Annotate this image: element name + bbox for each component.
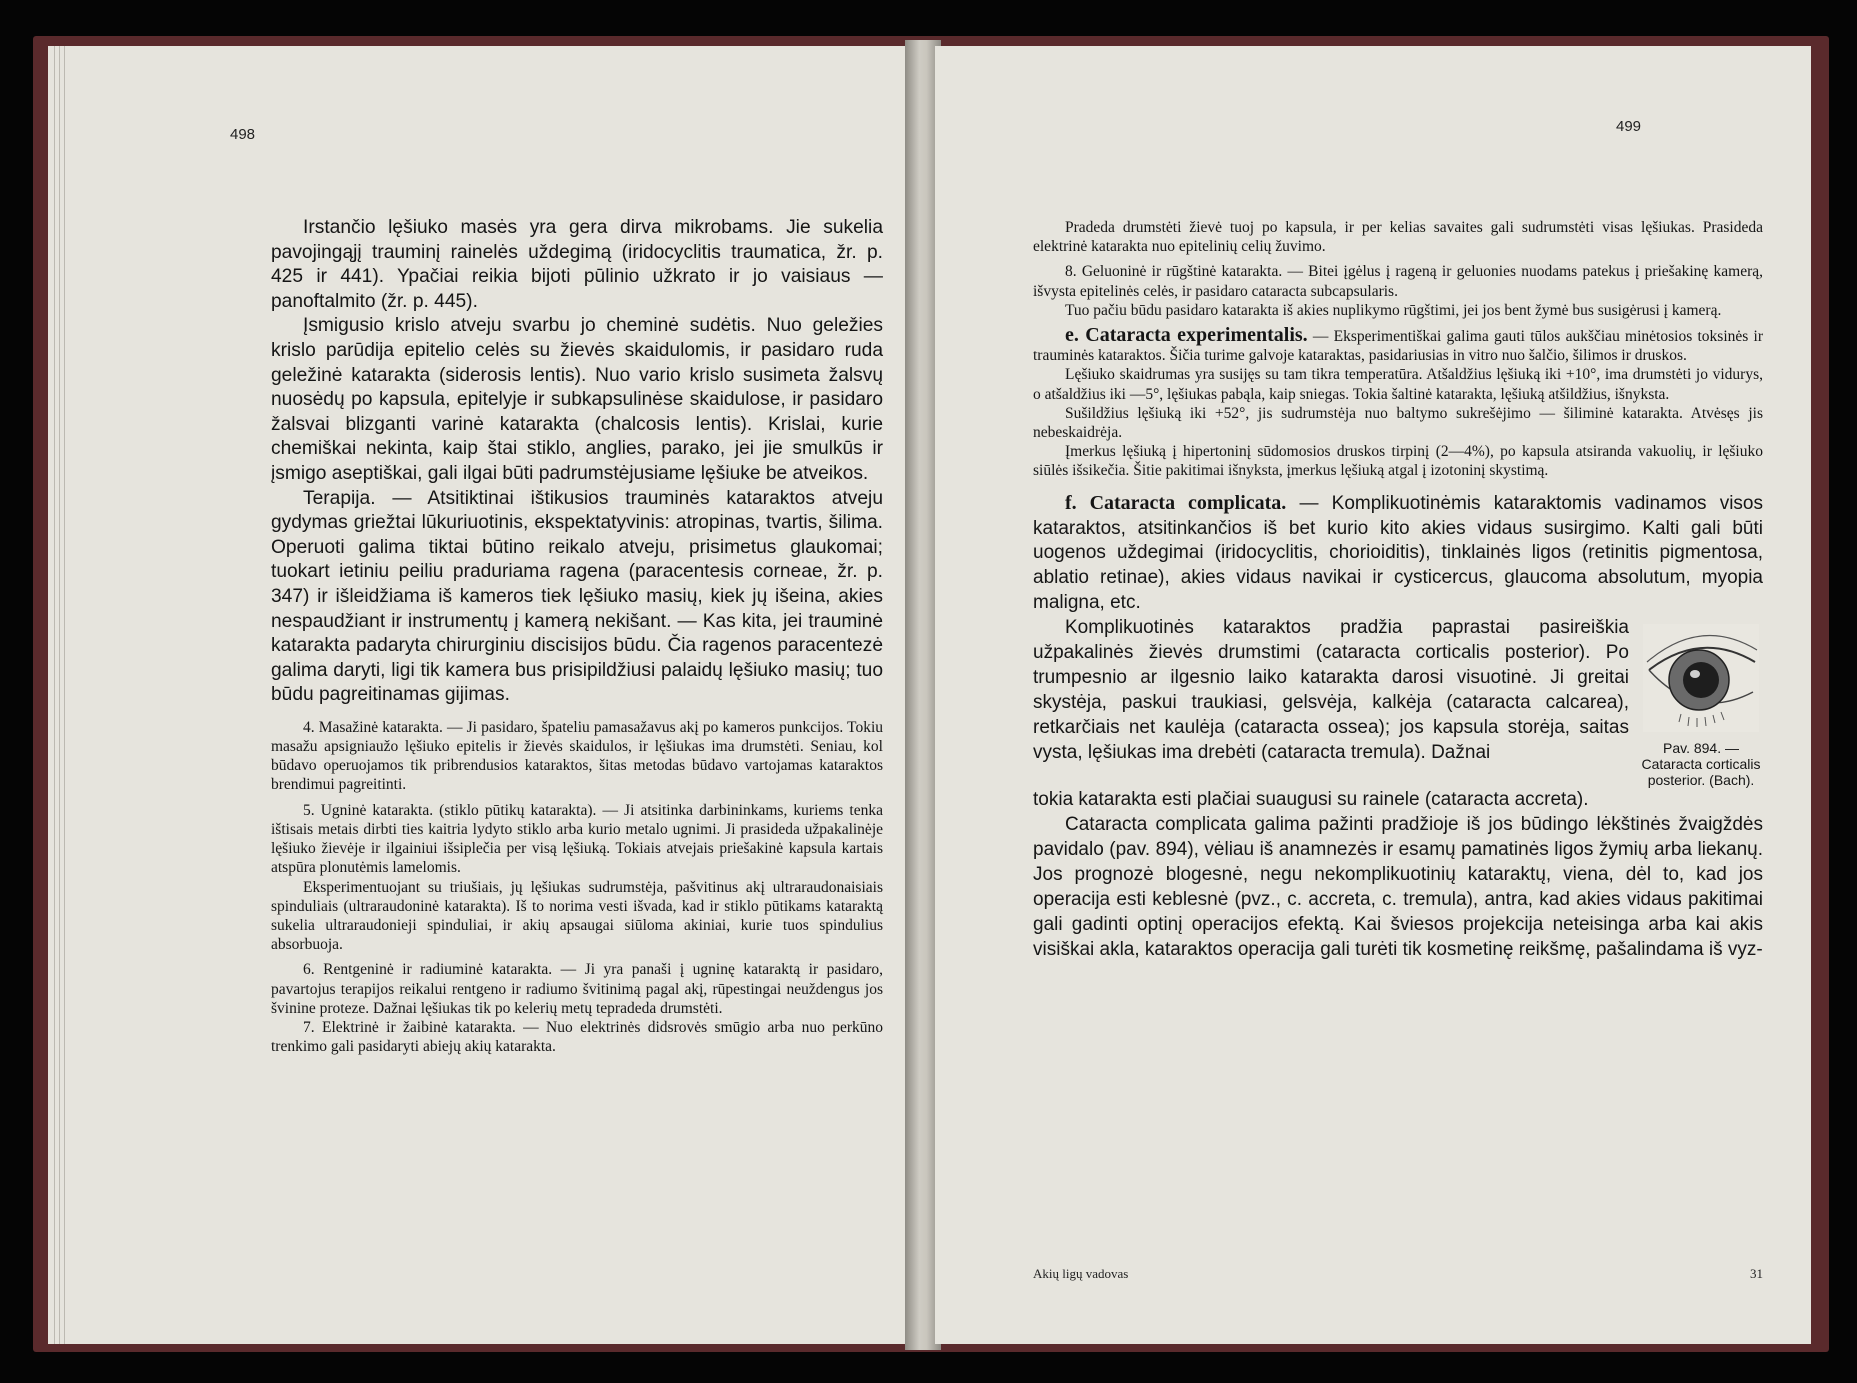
small-paragraph: 8. Geluoninė ir rūgštinė katarakta. — Bitei įgėlus į rageną ir geluonies nuodams patekus į priešakinę kamerą, išvysta epitelinės celės, ir pasidaro cataracta subcapsularis. [1033, 263, 1763, 300]
left-text-column [271, 216, 883, 1056]
small-paragraph: Tuo pačiu būdu pasidaro katarakta iš akies nuplikymo rūgštimi, jei jos bent žymė bus susigėrusi į kamerą. [1065, 301, 1722, 319]
section-f-title: f. Cataracta complicata. [1065, 491, 1287, 514]
section-f-paragraph [1033, 491, 1763, 617]
small-paragraph: Įmerkus lęšiuką į hipertoninį sūdomosios druskos tirpinį (2—4%), po kapsula atsiranda vakuolių, ir lęšiuko siūlės išsikečia. Šitie pakitimai išnyksta, įmerkus lęšiuką atgal į izotoninį skystimą. [1033, 443, 1763, 480]
paragraph: Terapija. — Atsitiktinai ištikusios trauminės kataraktos atveju gydymas griežtai lūkuriuotinis, ekspektatyvinis: atropinas, tvartis, šilima. Operuoti galima tiktai būtino reikalo atveju, prisimetus glaukomai; tuokart ietiniu peiliu praduriama ragena (paracentesis corneae, žr. p. 347) ir išleidžiama iš kameros tiek lęšiuko masių, kiek jų išeina, akies nespaudžiant ir instrumentų į kamerą nekišant. — Kas kita, jei trauminė katarakta padaryta chirurginiu discisijos būdu. Čia ragenos paracentezė galima daryti, ligi tik kamera bus prisipildžiusi palaidų lęšiuko masių; tuo būdu pagreitinamas gijimas. [271, 487, 883, 706]
paragraph: Cataracta complicata galima pažinti pradžioje iš jos būdingo lėkštinės žvaigždės pavidalo (pav. 894), vėliau iš anamnezės ir esamų pamatinės ligos žymių arba liekanų. Jos prognozė blogesnė, negu nekomplikuotinių kataraktų, viena, dėl to, kad jos operacija esti keblesnė (pvz., c. accreta, c. tremula), antra, kad akies vidaus pakitimai gali gadinti optinį operacijos efektą. Kai šviesos projekcija neteisinga arba kai akis visiškai akla, kataraktos operacija gali turėti tik kosmetinę reikšmę, pašalindama iš vyz- [1033, 814, 1763, 960]
footer-title: Akių ligų vadovas [1033, 1266, 1129, 1281]
eye-illustration [1641, 622, 1761, 734]
small-paragraph: 4. Masažinė katarakta. — Ji pasidaro, špateliu pamasažavus akį po kameros punkcijos. Tokiu masažu apsigniaužo lęšiuko epitelis ir žievės skaidulos, ir lęšiukas ima drumstėti. Seniau, kol būdavo operuojamos tik pribrendusios kataraktos, šitas metodas būdavo vartojamas kataraktos brendimui pagreitinti. [271, 718, 883, 794]
section-f-text: — Komplikuotinėmis kataraktomis vadinamos visos kataraktos, atsitinkančios iš bet kurio kito akies vidaus susirgimo. Kalti gali būti uogenos uždegimai (iridocyclitis, chorioiditis), tinklainės ligos (retinitis pigmentosa, ablatio retinae), akies vidaus navikai ir cysticercus, glaucoma absolutum, myopia maligna, etc. [1033, 492, 1763, 614]
section-e-text: — Eksperimentiškai galima gauti tūlos aukščiau minėtosios toksinės ir trauminės kataraktos. Šičia turime galvoje kataraktas, pasidariusias in vitro nuo šalčio, šilimos ir druskos. [1033, 328, 1764, 365]
right-text-column [1033, 218, 1763, 963]
figure-caption: Pav. 894. — Cataracta corticalis posterior. (Bach). [1641, 740, 1761, 789]
small-paragraph: 6. Rentgeninė ir radiuminė katarakta. — Ji yra panaši į ugninę kataraktą ir pasidaro, pavartojus terapijos reikalui rentgeno ir radiumo švitinimą pagal akį, rūpestingai neuždengus jos švinine proteze. Dažnai lęšiukas tik po kelerių metų tepradeda drumstėti. [271, 961, 883, 1017]
figure [1639, 622, 1763, 788]
section-e-title: e. Cataracta experimentalis. [1065, 324, 1308, 347]
figure-block [1033, 616, 1763, 788]
small-paragraph: 7. Elektrinė ir žaibinė katarakta. — Nuo elektrinės didsrovės smūgio arba nuo perkūno trenkimo gali pasidaryti abiejų akių katarakta. [271, 1018, 883, 1056]
paragraph: Komplikuotinės kataraktos pradžia paprastai pasireiškia užpakalinės žievės drumstimi (cataracta corticalis posterior). Po trumpesnio ar ilgesnio laiko katarakta darosi visuotinė. Ji greitai skystėja, paskui traukiasi, gelsvėja, kalkėja (cataracta calcarea), retkarčiais net kaulėja (cataracta ossea); jos kapsula storėja, saitas vysta, lęšiukas ima drebėti (cataracta tremula). Dažnai [1033, 617, 1629, 763]
right-page [935, 46, 1811, 1344]
paragraph: Irstančio lęšiuko masės yra gera dirva mikrobams. Jie sukelia pavojingąjį trauminį rainelės uždegimą (iridocyclitis traumatica, žr. p. 425 ir 441). Ypačiai reikia bijoti pūlinio užkrato ir jo vaisiaus — panoftalmito (žr. p. 445). [271, 217, 883, 312]
page-edge [54, 46, 55, 1344]
page-footer [1033, 1266, 1763, 1282]
page-number: 499 [1616, 118, 1642, 135]
left-page [48, 46, 910, 1344]
small-paragraph: Lęšiuko skaidrumas yra susijęs su tam tikra temperatūra. Atšaldžius lęšiuką iki +10°, ima drumstėti jo vidurys, o atšaldžius iki —5°, lęšiukas pabąla, kaip sniegas. Tokia šaltinė katarakta, lęšiuką atšildžius, išnyksta. [1033, 366, 1763, 403]
small-paragraph: Eksperimentuojant su triušiais, jų lęšiukas sudrumstėja, pašvitinus akį ultraraudonaisiais spinduliais (ultraraudoninė katarakta). Iš to norima vesti išvada, kad ir stiklo pūtikams kataraktą sukelia ultraraudonieji spinduliai, ir akių apsaugai siūloma akiniai, kurie tuos spindulius absorbuoja. [271, 878, 883, 954]
footer-signature: 31 [1750, 1266, 1763, 1281]
small-paragraph: Sušildžius lęšiuką iki +52°, jis sudrumstėja nuo baltymo sukrešėjimo — šiliminė katarakta. Atvėsęs jis nebeskaidrėja. [1033, 404, 1763, 442]
small-paragraph: 5. Ugninė katarakta. (stiklo pūtikų katarakta). — Ji atsitinka darbininkams, kuriems tenka ištisais metais dirbti ties kaitria lydyto stiklo arba kurio metalo ugnimi. Ji prasideda užpakalinėje lęšiuko žievėje ir ilgainiui išsiplečia per visą lęšiuką. Tokiais atvejais priešakinė kapsula kartais atspūra plonutėmis lamelomis. [271, 801, 883, 877]
paragraph: Įsmigusio krislo atveju svarbu jo cheminė sudėtis. Nuo geležies krislo parūdija epitelio celės su žievės skaidulomis, ir pasidaro ruda geležinė katarakta (siderosis lentis). Nuo vario krislo susimeta žalsvų nuosėdų po kapsula, epitelyje ir subkapsulinėse skaidulose, ir pasidaro žalsvai blizganti varinė katarakta (chalcosis lentis). Krislai, kurie chemiškai nekinta, kaip štai stiklo, anglies, parako, jei jie smulkūs ir įsmigo aseptiškai, gali ilgai būti padrumstėjusiame lęšiuke be atveikos. [271, 315, 883, 484]
page-edge [59, 46, 60, 1344]
small-paragraph: Pradeda drumstėti žievė tuoj po kapsula, ir per kelias savaites gali sudrumstėti visas lęšiukas. Prasideda elektrinė katarakta nuo epitelinių celių žuvimo. [1033, 219, 1763, 256]
paragraph: tokia katarakta esti plačiai suaugusi su rainele (cataracta accreta). [1033, 789, 1589, 811]
page-number: 498 [230, 126, 256, 143]
section-e-paragraph [1033, 326, 1763, 365]
page-edge [64, 46, 65, 1344]
